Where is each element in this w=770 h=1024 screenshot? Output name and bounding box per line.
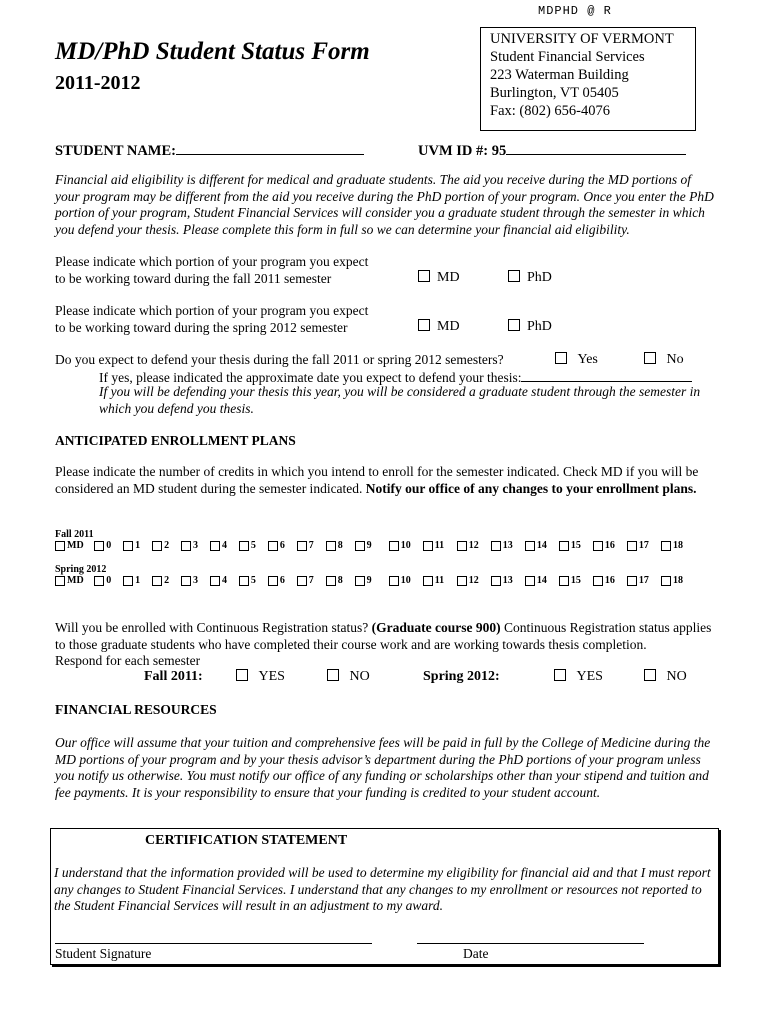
uvm-id-row (418, 140, 686, 160)
fall-credit-option[interactable] (389, 540, 423, 551)
thesis-note: If you will be defending your thesis this year, you will be considered a graduate student through the semester in which you defend you thesis. (99, 384, 701, 416)
fall-credit-label: 0 (106, 540, 112, 551)
fall-md-option[interactable] (418, 270, 460, 287)
spring-credit-option[interactable] (627, 575, 661, 586)
uvm-id-label: UVM ID #: 95 (418, 143, 507, 159)
thesis-yes-checkbox[interactable] (555, 352, 567, 364)
enrollment-notify: Notify our office of any changes to your enrollment plans. (365, 480, 697, 496)
spring-credit-label: MD (67, 575, 84, 586)
fall-credit-option[interactable] (210, 540, 239, 551)
spring-credit-checkbox[interactable] (525, 576, 535, 586)
fall-credit-checkbox[interactable] (181, 541, 191, 551)
spring-credit-checkbox[interactable] (123, 576, 133, 586)
fall-credit-option[interactable] (94, 540, 123, 551)
cr-fall-yes-label: YES (258, 669, 285, 684)
fall-credit-option[interactable] (268, 540, 297, 551)
cr-question-text2: Continuous Registration status applies to those graduate students who have completed their course work and are working towards thesis completion. (55, 620, 712, 652)
spring-credit-option[interactable] (326, 575, 355, 586)
cr-spring-no-option[interactable] (644, 669, 687, 686)
fall-credit-option[interactable] (123, 540, 152, 551)
cr-fall-no-option[interactable] (327, 669, 370, 686)
thesis-yes-label: Yes (577, 352, 598, 367)
spring-credit-checkbox[interactable] (627, 576, 637, 586)
cr-fall-no-checkbox[interactable] (327, 669, 339, 681)
address-line: Student Financial Services (490, 49, 645, 65)
uvm-id-field[interactable] (506, 140, 686, 155)
spring-phd-checkbox[interactable] (508, 319, 520, 331)
spring-credit-option[interactable] (268, 575, 297, 586)
date-line[interactable] (417, 943, 644, 944)
cr-question (55, 620, 715, 653)
fall-credit-checkbox[interactable] (55, 541, 65, 551)
spring-credit-checkbox[interactable] (457, 576, 467, 586)
spring-credit-checkbox[interactable] (355, 576, 365, 586)
thesis-no-option[interactable] (644, 352, 684, 369)
spring-credit-checkbox[interactable] (239, 576, 249, 586)
student-name-field[interactable] (176, 140, 364, 155)
spring-credit-label: 15 (570, 575, 581, 586)
cr-spring-yes-option[interactable] (554, 669, 603, 686)
fall-credit-option[interactable] (152, 540, 181, 551)
fall-credit-label: 3 (193, 540, 199, 551)
fall-credit-option[interactable] (423, 540, 457, 551)
fall-credit-label: MD (67, 540, 84, 551)
cr-course: (Graduate course 900) (371, 620, 501, 635)
spring-credit-label: 12 (468, 575, 479, 586)
spring-credit-option[interactable] (491, 575, 525, 586)
fall-credit-label: 10 (400, 540, 411, 551)
address-line: Fax: (802) 656-4076 (490, 103, 611, 119)
thesis-question: Do you expect to defend your thesis during the fall 2011 or spring 2012 semesters? (55, 352, 504, 367)
spring-question-line: to be working toward during the spring 2012 semester (55, 319, 348, 335)
date-label: Date (463, 946, 489, 961)
thesis-date-field[interactable] (521, 368, 692, 382)
spring-credit-label: 8 (337, 575, 343, 586)
fall-md-checkbox[interactable] (418, 270, 430, 282)
fall-credit-label: 14 (536, 540, 547, 551)
address-line: Burlington, VT 05405 (490, 85, 619, 101)
spring-credit-label: 14 (536, 575, 547, 586)
spring-credit-checkbox[interactable] (55, 576, 65, 586)
fall-credit-option[interactable] (525, 540, 559, 551)
cr-question-text: Will you be enrolled with Continuous Registration status? (55, 620, 372, 635)
fall-question (55, 254, 395, 287)
page-title: MD/PhD Student Status Form (55, 38, 370, 65)
certification-heading: CERTIFICATION STATEMENT (145, 833, 348, 848)
fall-credit-option[interactable] (457, 540, 491, 551)
fall-phd-checkbox[interactable] (508, 270, 520, 282)
spring-question-line: Please indicate which portion of your program you expect (55, 303, 369, 318)
fall-credit-label: 11 (434, 540, 445, 551)
thesis-no-checkbox[interactable] (644, 352, 656, 364)
fall-credit-checkbox[interactable] (593, 541, 603, 551)
spring-credits-label: Spring 2012 (55, 564, 107, 575)
certification-text: I understand that the information provided will be used to determine my eligibility for financial aid and that I must report any changes to Student Financial Services. I understand that any changes to my enrollment or resources not reported to the Student Financial Services will result in an adjustment to my award. (54, 865, 711, 913)
fall-credit-option[interactable] (627, 540, 661, 551)
thesis-yes-option[interactable] (555, 352, 598, 369)
cr-spring-label: Spring 2012: (423, 669, 500, 684)
certification-box (50, 828, 719, 965)
fall-phd-option[interactable] (508, 270, 552, 287)
cr-spring-no-checkbox[interactable] (644, 669, 656, 681)
fall-credit-label: 16 (604, 540, 615, 551)
spring-credit-option[interactable] (94, 575, 123, 586)
cr-fall-no-label: NO (349, 669, 370, 684)
spring-credit-option[interactable] (239, 575, 268, 586)
spring-credit-option[interactable] (423, 575, 457, 586)
fall-question-line: Please indicate which portion of your program you expect (55, 254, 369, 269)
spring-credit-label: 13 (502, 575, 513, 586)
spring-credit-option[interactable] (55, 575, 94, 586)
thesis-date-label: If yes, please indicated the approximate date you expect to defend your thesis: (99, 370, 522, 385)
spring-credit-checkbox[interactable] (559, 576, 569, 586)
address-line: UNIVERSITY OF VERMONT (490, 31, 674, 47)
fall-credit-label: 2 (164, 540, 170, 551)
address-line: 223 Waterman Building (490, 67, 629, 83)
spring-credit-checkbox[interactable] (94, 576, 104, 586)
spring-credit-option[interactable] (525, 575, 559, 586)
spring-credit-checkbox[interactable] (593, 576, 603, 586)
spring-credit-checkbox[interactable] (491, 576, 501, 586)
spring-credit-label: 4 (221, 575, 227, 586)
spring-md-checkbox[interactable] (418, 319, 430, 331)
fall-credit-option[interactable] (661, 540, 695, 551)
spring-phd-option[interactable] (508, 319, 552, 336)
fall-credit-checkbox[interactable] (559, 541, 569, 551)
cr-fall-yes-checkbox[interactable] (236, 669, 248, 681)
fall-credit-checkbox[interactable] (423, 541, 433, 551)
spring-credit-label: 2 (164, 575, 170, 586)
spring-credits-row (55, 575, 695, 586)
spring-credit-option[interactable] (181, 575, 210, 586)
fall-credit-checkbox[interactable] (123, 541, 133, 551)
fall-credit-checkbox[interactable] (627, 541, 637, 551)
spring-credit-label: 17 (638, 575, 649, 586)
fall-credit-label: 15 (570, 540, 581, 551)
form-year: 2011-2012 (55, 72, 141, 94)
spring-credit-option[interactable] (593, 575, 627, 586)
signature-label: Student Signature (55, 946, 152, 961)
fall-credit-checkbox[interactable] (239, 541, 249, 551)
financial-text: Our office will assume that your tuition and comprehensive fees will be paid in full by the College of Medicine during the MD portions of your program and by your thesis advisor’s department during the PhD portions of your program unless you notify us otherwise. You must notify our office of any funding or scholarships other than your stipend and tuition and fee payments. It is your responsibility to ensure that your funding is credited to your student account. (55, 735, 711, 800)
fall-phd-label: PhD (527, 270, 552, 285)
fall-credit-label: 5 (250, 540, 256, 551)
fall-credit-checkbox[interactable] (297, 541, 307, 551)
intro-paragraph: Financial aid eligibility is different for medical and graduate students. The aid you receive during the MD portions of your program may be different from the aid you receive during the PhD portion of your program. Once you enter the PhD portion of your program, Student Financial Services will consider you a graduate student through the semester in which you defend your thesis. Please complete this form in full so we can determine your financial aid eligibility. (55, 172, 714, 237)
cr-spring-yes-checkbox[interactable] (554, 669, 566, 681)
fall-credit-option[interactable] (297, 540, 326, 551)
fall-credit-label: 4 (221, 540, 227, 551)
fall-credit-checkbox[interactable] (268, 541, 278, 551)
spring-credit-option[interactable] (559, 575, 593, 586)
spring-credit-option[interactable] (661, 575, 695, 586)
student-name-row (55, 140, 364, 160)
spring-md-label: MD (437, 319, 460, 334)
cr-spring-yes-label: YES (576, 669, 603, 684)
fall-credit-label: 7 (308, 540, 314, 551)
cr-spring-no-label: NO (666, 669, 687, 684)
spring-credit-label: 3 (193, 575, 199, 586)
spring-credit-label: 18 (672, 575, 683, 586)
spring-credit-checkbox[interactable] (389, 576, 399, 586)
spring-credit-checkbox[interactable] (661, 576, 671, 586)
spring-credit-option[interactable] (297, 575, 326, 586)
fall-credit-label: 12 (468, 540, 479, 551)
cr-fall-label: Fall 2011: (144, 669, 203, 684)
fall-credit-label: 8 (337, 540, 343, 551)
spring-md-option[interactable] (418, 319, 460, 336)
fall-credit-option[interactable] (239, 540, 268, 551)
spring-credit-label: 5 (250, 575, 256, 586)
fall-question-line: to be working toward during the fall 2011 semester (55, 270, 332, 286)
fall-credit-option[interactable] (593, 540, 627, 551)
thesis-no-label: No (666, 352, 684, 367)
spring-credit-option[interactable] (457, 575, 491, 586)
spring-credit-option[interactable] (389, 575, 423, 586)
cr-fall-yes-option[interactable] (236, 669, 285, 686)
spring-credit-label: 1 (135, 575, 141, 586)
spring-credit-label: 6 (279, 575, 285, 586)
fall-credit-checkbox[interactable] (355, 541, 365, 551)
spring-credit-label: 10 (400, 575, 411, 586)
cr-respond: Respond for each semester (55, 653, 201, 668)
spring-credit-option[interactable] (123, 575, 152, 586)
signature-line[interactable] (55, 943, 372, 944)
enrollment-text (55, 464, 715, 497)
fall-credit-option[interactable] (55, 540, 94, 551)
fall-credit-option[interactable] (491, 540, 525, 551)
spring-credit-checkbox[interactable] (181, 576, 191, 586)
fall-credit-checkbox[interactable] (152, 541, 162, 551)
student-name-label: STUDENT NAME: (55, 143, 176, 159)
fall-credit-checkbox[interactable] (491, 541, 501, 551)
form-code: MDPHD @ R (538, 4, 612, 18)
spring-credit-option[interactable] (355, 575, 389, 586)
fall-credit-option[interactable] (326, 540, 355, 551)
spring-credit-option[interactable] (152, 575, 181, 586)
fall-credit-option[interactable] (559, 540, 593, 551)
address-box (480, 27, 696, 131)
fall-credit-checkbox[interactable] (210, 541, 220, 551)
spring-credit-label: 11 (434, 575, 445, 586)
enrollment-heading: ANTICIPATED ENROLLMENT PLANS (55, 433, 296, 448)
fall-credit-checkbox[interactable] (457, 541, 467, 551)
spring-credit-label: 0 (106, 575, 112, 586)
fall-credit-checkbox[interactable] (661, 541, 671, 551)
fall-credits-row (55, 540, 695, 551)
spring-credit-option[interactable] (210, 575, 239, 586)
spring-question (55, 303, 395, 336)
financial-heading: FINANCIAL RESOURCES (55, 702, 217, 717)
spring-credit-label: 7 (308, 575, 314, 586)
fall-credit-label: 17 (638, 540, 649, 551)
fall-credit-checkbox[interactable] (326, 541, 336, 551)
fall-credit-checkbox[interactable] (94, 541, 104, 551)
spring-credit-checkbox[interactable] (326, 576, 336, 586)
spring-credit-checkbox[interactable] (210, 576, 220, 586)
fall-credit-option[interactable] (355, 540, 389, 551)
fall-credit-checkbox[interactable] (525, 541, 535, 551)
fall-credit-checkbox[interactable] (389, 541, 399, 551)
fall-md-label: MD (437, 270, 460, 285)
spring-phd-label: PhD (527, 319, 552, 334)
enrollment-instructions: Please indicate the number of credits in which you intend to enroll for the semester indicated. Check MD if you will be considered an MD student during the semester indicated. (55, 464, 699, 496)
spring-credit-checkbox[interactable] (152, 576, 162, 586)
spring-credit-label: 9 (366, 575, 372, 586)
fall-credit-label: 6 (279, 540, 285, 551)
fall-credits-label: Fall 2011 (55, 529, 94, 540)
fall-credit-label: 13 (502, 540, 513, 551)
fall-credit-label: 18 (672, 540, 683, 551)
fall-credit-label: 9 (366, 540, 372, 551)
spring-credit-checkbox[interactable] (268, 576, 278, 586)
fall-credit-label: 1 (135, 540, 141, 551)
fall-credit-option[interactable] (181, 540, 210, 551)
spring-credit-checkbox[interactable] (423, 576, 433, 586)
spring-credit-checkbox[interactable] (297, 576, 307, 586)
spring-credit-label: 16 (604, 575, 615, 586)
